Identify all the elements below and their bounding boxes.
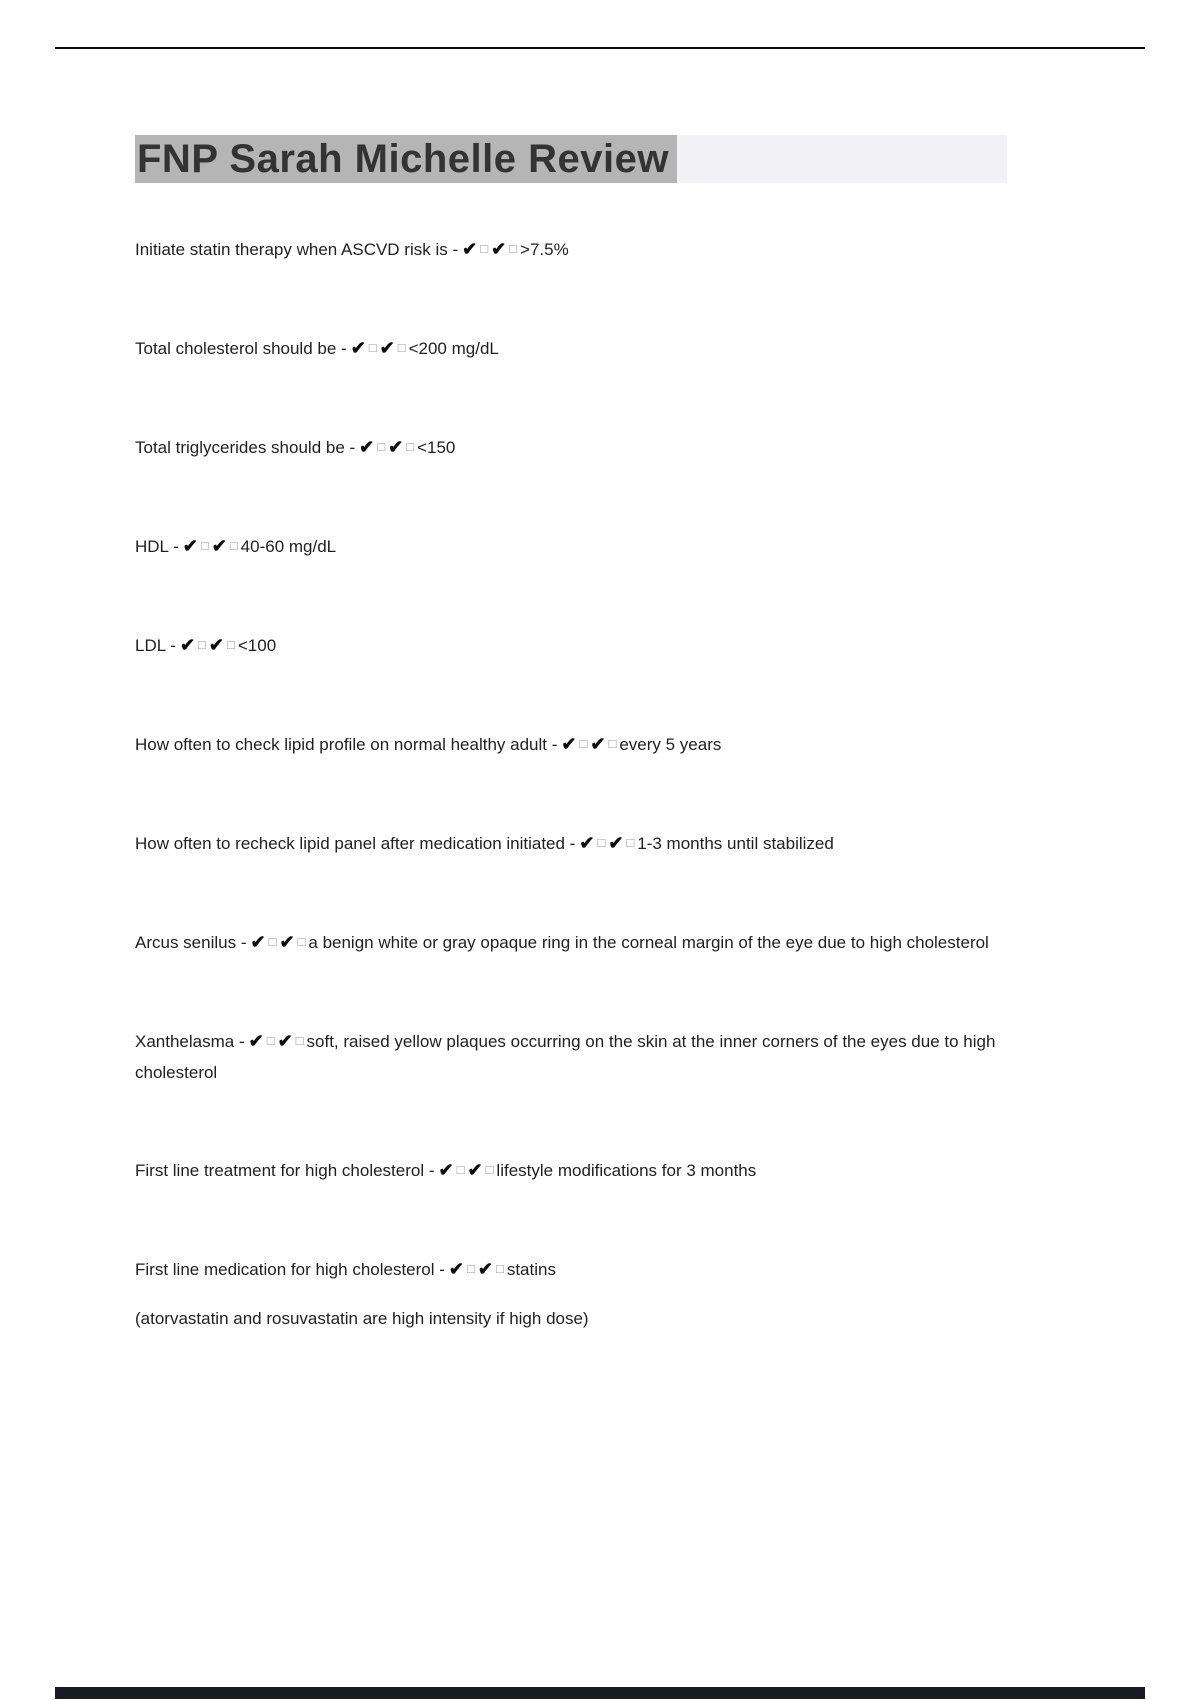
answer-text: every 5 years	[619, 735, 722, 754]
check-icon: ✔	[579, 833, 595, 853]
checkbox-glyph-icon: □	[368, 340, 377, 355]
checkbox-glyph-icon: □	[227, 637, 235, 652]
check-icon: ✔	[438, 1160, 454, 1180]
checkbox-glyph-icon: □	[495, 1261, 504, 1276]
document-page	[135, 0, 1007, 1334]
check-icon: ✔	[179, 635, 196, 655]
qa-item	[135, 333, 1007, 365]
checkbox-glyph-icon: □	[626, 835, 635, 850]
checkbox-glyph-icon: □	[608, 736, 617, 751]
question-text: How often to recheck lipid panel after medication initiated -	[135, 834, 576, 853]
checkbox-glyph-icon: □	[198, 637, 206, 652]
answer-text: soft, raised yellow plaques occurring on the skin at the inner corners of the eyes due to high cholesterol	[135, 1032, 996, 1082]
check-icon: ✔	[561, 734, 577, 754]
qa-item	[135, 531, 1007, 563]
checkbox-glyph-icon: □	[597, 835, 606, 850]
question-text: First line treatment for high cholesterol -	[135, 1161, 435, 1180]
page-title: FNP Sarah Michelle Review	[135, 135, 677, 183]
checkbox-glyph-icon: □	[266, 1033, 275, 1048]
question-text: Total triglycerides should be -	[135, 438, 356, 457]
answer-text: statins	[506, 1260, 556, 1279]
check-icon: ✔	[379, 338, 395, 358]
answer-marker	[449, 1260, 507, 1279]
answer-text: <100	[237, 636, 277, 655]
qa-item	[135, 828, 1007, 860]
checkbox-glyph-icon: □	[268, 934, 277, 949]
checkbox-glyph-icon: □	[480, 241, 489, 256]
answer-marker	[249, 1032, 307, 1051]
check-icon: ✔	[250, 932, 266, 952]
check-icon: ✔	[590, 734, 606, 754]
answer-text: <150	[417, 438, 456, 457]
answer-marker	[561, 735, 619, 754]
checkbox-glyph-icon: □	[456, 1162, 465, 1177]
check-icon: ✔	[491, 239, 507, 259]
check-icon: ✔	[467, 1160, 483, 1180]
checkbox-glyph-icon: □	[295, 1033, 304, 1048]
answer-text: 40-60 mg/dL	[240, 537, 337, 556]
checkbox-glyph-icon: □	[485, 1162, 494, 1177]
question-text: How often to check lipid profile on normal healthy adult -	[135, 735, 558, 754]
checkbox-glyph-icon: □	[467, 1261, 475, 1276]
answer-text: 1-3 months until stabilized	[637, 834, 834, 853]
checkbox-glyph-icon: □	[397, 340, 406, 355]
check-icon: ✔	[248, 1031, 264, 1051]
answer-marker	[351, 339, 409, 358]
qa-item	[135, 729, 1007, 761]
qa-item	[135, 234, 1007, 266]
check-icon: ✔	[279, 932, 295, 952]
checkbox-glyph-icon: □	[377, 439, 386, 454]
title-row	[135, 135, 1007, 183]
answer-marker	[180, 636, 238, 655]
answer-marker	[250, 933, 308, 952]
question-text: Total cholesterol should be -	[135, 339, 347, 358]
check-icon: ✔	[448, 1259, 465, 1279]
qa-item	[135, 1155, 1007, 1187]
question-text: HDL -	[135, 537, 179, 556]
check-icon: ✔	[388, 437, 404, 457]
answer-marker	[579, 834, 637, 853]
checkbox-glyph-icon: □	[229, 538, 238, 553]
answer-text: a benign white or gray opaque ring in the corneal margin of the eye due to high cholesterol	[308, 933, 989, 952]
answer-text: >7.5%	[520, 240, 569, 259]
qa-item	[135, 432, 1007, 464]
checkbox-glyph-icon: □	[579, 736, 588, 751]
answer-marker	[183, 537, 241, 556]
qa-item	[135, 927, 1007, 959]
checkbox-glyph-icon: □	[509, 241, 518, 256]
answer-note: (atorvastatin and rosuvastatin are high intensity if high dose)	[135, 1309, 589, 1328]
check-icon: ✔	[182, 536, 198, 556]
question-text: Arcus senilus -	[135, 933, 247, 952]
check-icon: ✔	[477, 1259, 493, 1279]
qa-item	[135, 1026, 1007, 1088]
answer-text: lifestyle modifications for 3 months	[496, 1161, 757, 1180]
title-highlight-bar	[677, 135, 1007, 183]
check-icon: ✔	[277, 1031, 293, 1051]
check-icon: ✔	[462, 239, 478, 259]
check-icon: ✔	[608, 833, 624, 853]
check-icon: ✔	[208, 635, 224, 655]
answer-marker	[359, 438, 417, 457]
check-icon: ✔	[359, 437, 375, 457]
answer-marker	[439, 1161, 497, 1180]
check-icon: ✔	[211, 536, 227, 556]
question-text: LDL -	[135, 636, 176, 655]
qa-item	[135, 1254, 1007, 1286]
checkbox-glyph-icon: □	[200, 538, 209, 553]
question-text: Xanthelasma -	[135, 1032, 245, 1051]
answer-text: <200 mg/dL	[408, 339, 499, 358]
page-bottom-bar	[55, 1687, 1145, 1699]
answer-marker	[462, 240, 520, 259]
checkbox-glyph-icon: □	[297, 934, 306, 949]
question-text: Initiate statin therapy when ASCVD risk is -	[135, 240, 459, 259]
check-icon: ✔	[350, 338, 366, 358]
question-text: First line medication for high cholesterol -	[135, 1260, 445, 1279]
qa-item	[135, 630, 1007, 662]
checkbox-glyph-icon: □	[406, 439, 415, 454]
